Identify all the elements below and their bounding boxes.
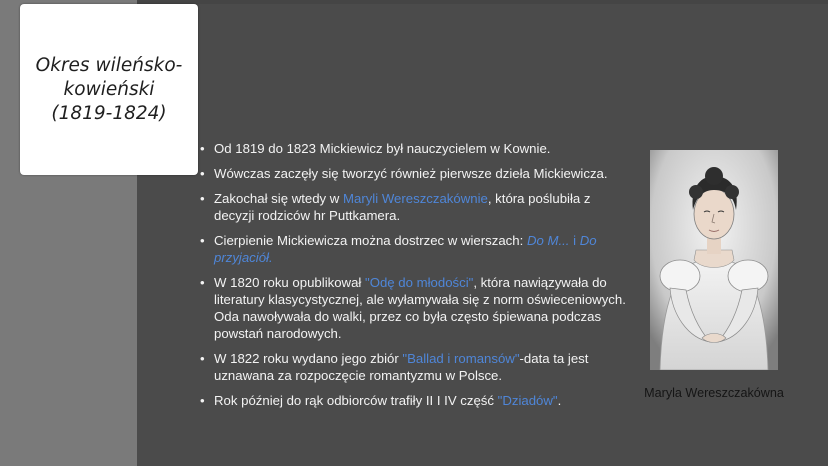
top-bar [137, 0, 828, 4]
title-line: (1819-1824) [51, 102, 167, 124]
bullet-text: Rok później do rąk odbiorców trafiły II I IV część [214, 393, 498, 408]
bullet-text: -data ta jest uznawana za rozpoczęcie romantyzmu w Polsce. [214, 351, 589, 383]
bullet-text: . [557, 393, 562, 408]
highlighted-text: "Odę do młodości" [365, 275, 474, 290]
bullet-item [198, 274, 628, 342]
highlighted-text: "Ballad i romansów" [402, 351, 520, 366]
bullet-text: Cierpienie Mickiewicza można dostrzec w wierszach: [214, 233, 527, 248]
highlighted-title: Do przyjaciół. [214, 233, 597, 265]
title-card [20, 4, 198, 175]
bullet-text: , która nawiązywała do literatury klasycystycznej, ale wyłamywała się z norm oświeceniowych. Oda nawoływała do walki, przez co była często śpiewana podczas powstań narodowych. [214, 275, 626, 341]
bullet-text: , która poślubiła z decyzji rodziców hr Puttkamera. [214, 191, 591, 223]
bullet-item [198, 232, 628, 266]
slide-title [26, 54, 193, 126]
title-line: kowieński [63, 78, 155, 100]
portrait-caption: Maryla Wereszczakówna [644, 386, 784, 400]
bullet-text: Od 1819 do 1823 Mickiewicz był nauczycielem w Kownie. [214, 141, 551, 156]
bullet-item [198, 190, 628, 224]
portrait-illustration [650, 150, 778, 370]
bullet-text: Wówczas zaczęły się tworzyć również pierwsze dzieła Mickiewicza. [214, 166, 608, 181]
bullet-text: W 1822 roku wydano jego zbiór [214, 351, 403, 366]
bullet-text: W 1820 roku opublikował [214, 275, 366, 290]
bullet-item [198, 140, 628, 157]
bullet-text: Zakochał się wtedy w [214, 191, 343, 206]
bullet-item [198, 350, 628, 384]
bullet-item [198, 165, 628, 182]
bullet-item [198, 392, 628, 409]
highlighted-text: "Dziadów" [497, 393, 558, 408]
highlighted-text: i [573, 233, 580, 248]
portrait-image [650, 150, 778, 370]
highlighted-title: Do M... [526, 233, 574, 248]
title-line: Okres wileńsko- [35, 54, 183, 76]
bullet-list [198, 140, 628, 417]
highlighted-text: Maryli Wereszczakównie [343, 191, 488, 206]
